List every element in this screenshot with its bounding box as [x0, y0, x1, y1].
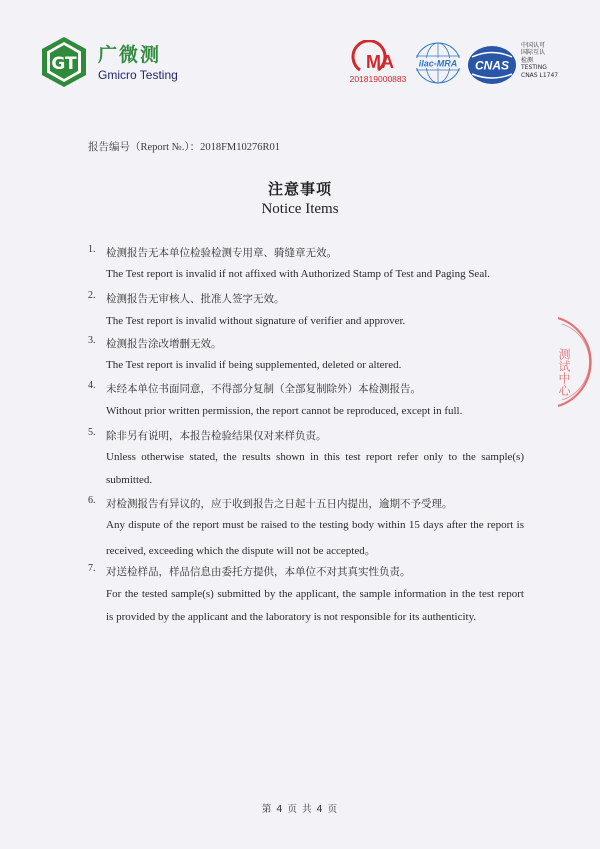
notice-item-number: 5. [88, 427, 96, 438]
notice-item-en: Any dispute of the report must be raised to the testing body within 15 days after the report is [106, 519, 524, 531]
notice-item-number: 2. [88, 290, 96, 301]
page-title-cn: 注意事项 [267, 180, 332, 198]
ilac-mra-icon [412, 40, 464, 86]
notice-item-en: Unless otherwise stated, the results shown in this test report refer only to the sample(s) [106, 451, 524, 463]
notice-item-en: For the tested sample(s) submitted by the applicant, the sample information in the test report [106, 588, 524, 600]
cnas-info-line: 中国认可 [521, 42, 546, 49]
notice-item-cn: 检测报告无本单位检验检测专用章、骑缝章无效。 [106, 247, 337, 259]
notice-item-cn: 对检测报告有异议的，应于收到报告之日起十五日内提出，逾期不予受理。 [106, 498, 453, 510]
notice-item-en: Without prior written permission, the report cannot be reproduced, except in full. [106, 405, 463, 417]
notice-item-en: is provided by the applicant and the laboratory is not responsible for its authenticity. [106, 611, 477, 623]
page-number-footer: 第 4 页 共 4 页 [261, 804, 339, 815]
notice-item-cn: 除非另有说明，本报告检验结果仅对来样负责。 [106, 430, 327, 442]
svg-text:测试中心: 测试中心 [557, 348, 571, 396]
notice-item-cn: 检测报告无审核人、批准人签字无效。 [106, 293, 285, 305]
notice-item-en: submitted. [106, 474, 153, 486]
svg-text:CNAS: CNAS [474, 58, 510, 73]
cnas-info-line: CNAS L1747 [521, 71, 559, 79]
company-name-en: Gmicro Testing [98, 68, 178, 82]
notice-item-cn: 对送检样品，样品信息由委托方提供，本单位不对其真实性负责。 [106, 566, 411, 578]
company-name-cn: 广微测 [98, 44, 162, 66]
notice-item-number: 4. [88, 380, 96, 391]
notice-item-en: The Test report is invalid if not affixed with Authorized Stamp of Test and Paging Seal. [106, 268, 491, 280]
gt-logo-icon [40, 36, 88, 88]
notice-item-en: received, exceeding which the dispute will not be accepted。 [106, 545, 376, 557]
company-logo [40, 36, 190, 92]
notice-item-en: The Test report is invalid without signature of verifier and approver. [106, 315, 406, 327]
cnas-info-line: 检测 [521, 56, 534, 64]
cnas-accreditation-info [521, 42, 581, 79]
cma-number: 201819000883 [349, 74, 407, 84]
notice-item-number: 1. [88, 244, 96, 255]
cnas-info-line: 国际互认 [521, 49, 546, 57]
notice-item-cn: 未经本单位书面同意，不得部分复制（全部复制除外）本检测报告。 [106, 383, 421, 395]
paging-seal-stamp [528, 312, 598, 412]
notice-item-cn: 检测报告涂改增删无效。 [106, 338, 222, 350]
cnas-icon [466, 44, 518, 86]
notice-item-number: 7. [88, 563, 96, 574]
svg-text:ilac-MRA: ilac-MRA [418, 58, 458, 69]
cnas-info-line: TESTING [521, 64, 547, 72]
notice-item-number: 6. [88, 495, 96, 506]
svg-text:GT: GT [51, 54, 77, 74]
svg-text:MA: MA [366, 52, 394, 72]
notice-item-en: The Test report is invalid if being supplemented, deleted or altered. [106, 359, 402, 371]
report-number: 报告编号（Report №.）：2018FM10276R01 [88, 142, 281, 153]
notice-item-number: 3. [88, 335, 96, 346]
page-title-en: Notice Items [261, 201, 339, 217]
